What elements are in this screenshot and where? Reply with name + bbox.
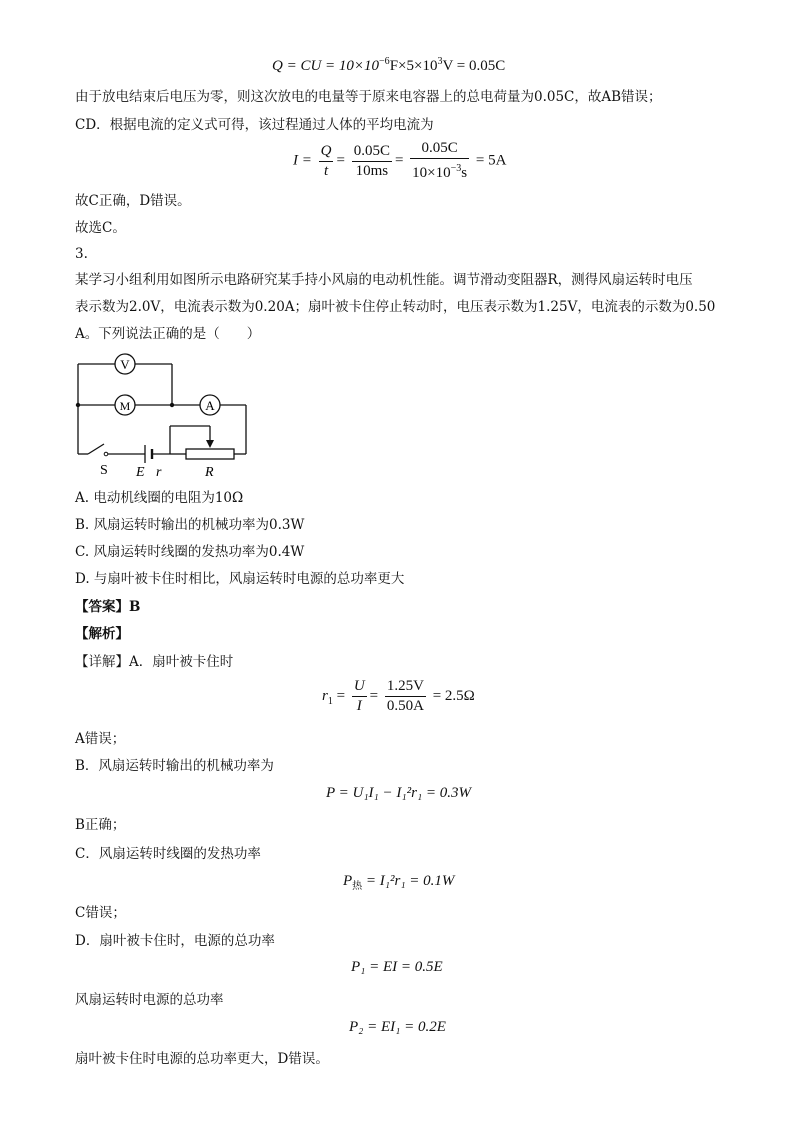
question-line-2: 表示数为2.0V，电流表示数为0.20A；扇叶被卡住停止转动时，电压表示数为1.25V，电流表的示数为0.50: [75, 299, 716, 315]
equation-total-power-stuck: P₁ = EI = 0.5E: [351, 959, 443, 975]
motor-label: M: [119, 399, 131, 413]
equation-mechanical-power: P = U₁I₁ − I₁²r₁ = 0.3W: [326, 785, 472, 801]
question-number: 3.: [75, 246, 88, 262]
eq3-frac2: [385, 678, 426, 715]
text-line-d: D．扇叶被卡住时，电源的总功率: [75, 933, 275, 949]
text-b-correct: B正确；: [75, 817, 126, 833]
eq2-f3-num: 0.05C: [410, 140, 469, 159]
rheostat-symbol: [186, 449, 234, 459]
text-a-wrong: A错误；: [75, 731, 126, 747]
eq2-f1-den: t: [323, 162, 329, 179]
circuit-diagram: [70, 350, 270, 480]
eq1-exp1: −6: [379, 56, 390, 67]
eq2-f2-den: 10ms: [355, 162, 389, 179]
text-choose-c: 故选C。: [75, 220, 126, 236]
rheostat-slider-arrow: [206, 440, 214, 448]
eq5-lhs: P: [343, 873, 353, 889]
switch-label: S: [100, 463, 108, 478]
eq5-rhs: = I₁²r₁ = 0.1W: [365, 873, 455, 889]
rheostat-label: R: [205, 465, 214, 480]
eq1-left: Q = CU = 10×10: [272, 58, 380, 74]
eq2-f3-den-base: 10×10: [412, 165, 451, 181]
eq2-f3-den-exp: −3: [450, 163, 462, 174]
emf-label: E: [136, 465, 145, 480]
question-line-3: A。下列说法正确的是（ ）: [75, 326, 261, 342]
voltmeter-label: V: [120, 357, 130, 372]
eq2-lhs: I =: [293, 152, 312, 169]
eq3-result: = 2.5Ω: [432, 687, 475, 704]
equation-heat-power: [343, 873, 454, 892]
eq3-lhs: r: [322, 687, 328, 704]
text-line-b: B．风扇运转时输出的机械功率为: [75, 758, 274, 774]
text-line-c: C．风扇运转时线圈的发热功率: [75, 846, 261, 862]
equation-charge: [272, 56, 505, 75]
text-conclusion: 扇叶被卡住时电源的总功率更大，D错误。: [75, 1051, 329, 1067]
eq2-frac1: [319, 143, 334, 180]
switch-contact: [104, 452, 108, 456]
option-c: C. 风扇运转时线圈的发热功率为0.4W: [75, 544, 305, 560]
eq2-f1-num: Q: [319, 143, 334, 162]
junction-left: [76, 403, 80, 407]
eq3-f1-num: U: [352, 678, 367, 697]
junction-right: [170, 403, 174, 407]
eq2-f2-num: 0.05C: [352, 143, 392, 162]
eq5-lhs-sub: 热: [352, 881, 363, 892]
eq1-exp2: 3: [437, 56, 443, 67]
detail-a: 【详解】A．扇叶被卡住时: [75, 654, 234, 670]
eq3-frac1: [352, 678, 367, 715]
eq1-right: V = 0.05C: [442, 58, 506, 74]
text-c-wrong: C错误；: [75, 905, 126, 921]
equation-resistance: $r_1$ = $\frac{U}{I}$ = $\frac{1.25V}{0.50A}$ = 2.5Ω: [322, 678, 475, 714]
eq3-f2-num: 1.25V: [385, 678, 426, 697]
analysis-label: 【解析】: [75, 626, 129, 642]
option-d: D. 与扇叶被卡住时相比，风扇运转时电源的总功率更大: [75, 571, 405, 587]
eq2-frac3: [410, 140, 469, 182]
eq3-f2-den: 0.50A: [386, 698, 424, 714]
text-c-correct: 故C正确，D错误。: [75, 193, 191, 209]
answer-label: 【答案】B: [75, 599, 141, 615]
eq3-f1-den: I: [356, 698, 362, 714]
option-b: B. 风扇运转时输出的机械功率为0.3W: [75, 517, 305, 533]
ammeter-label: A: [205, 398, 215, 413]
text-cd: CD．根据电流的定义式可得，该过程通过人体的平均电流为: [75, 117, 434, 133]
internal-resistance-label: r: [156, 465, 162, 480]
eq3-lhs-sub: 1: [327, 695, 333, 707]
equation-current: I = $\frac{Q}{t}$ = $\frac{0.05C}{10ms}$ = $\frac{0.05C}{10\times 10^{-3}s}$ = 5A: [293, 140, 507, 181]
eq2-result: = 5A: [475, 152, 507, 169]
text-discharge: 由于放电结束后电压为零，则这次放电的电量等于原来电容器上的总电荷量为0.05C，故AB错误；: [75, 89, 662, 105]
eq2-f3-den-unit: s: [461, 165, 468, 181]
equation-total-power-running: P₂ = EI₁ = 0.2E: [349, 1019, 446, 1035]
text-running-power: 风扇运转时电源的总功率: [75, 992, 224, 1008]
eq1-mid: F×5×10: [389, 58, 438, 74]
option-a: A. 电动机线圈的电阻为10Ω: [75, 490, 244, 506]
question-line-1: 某学习小组利用如图所示电路研究某手持小风扇的电动机性能。调节滑动变阻器R，测得风扇运转时电压: [75, 272, 693, 288]
eq2-frac2: [352, 143, 392, 180]
